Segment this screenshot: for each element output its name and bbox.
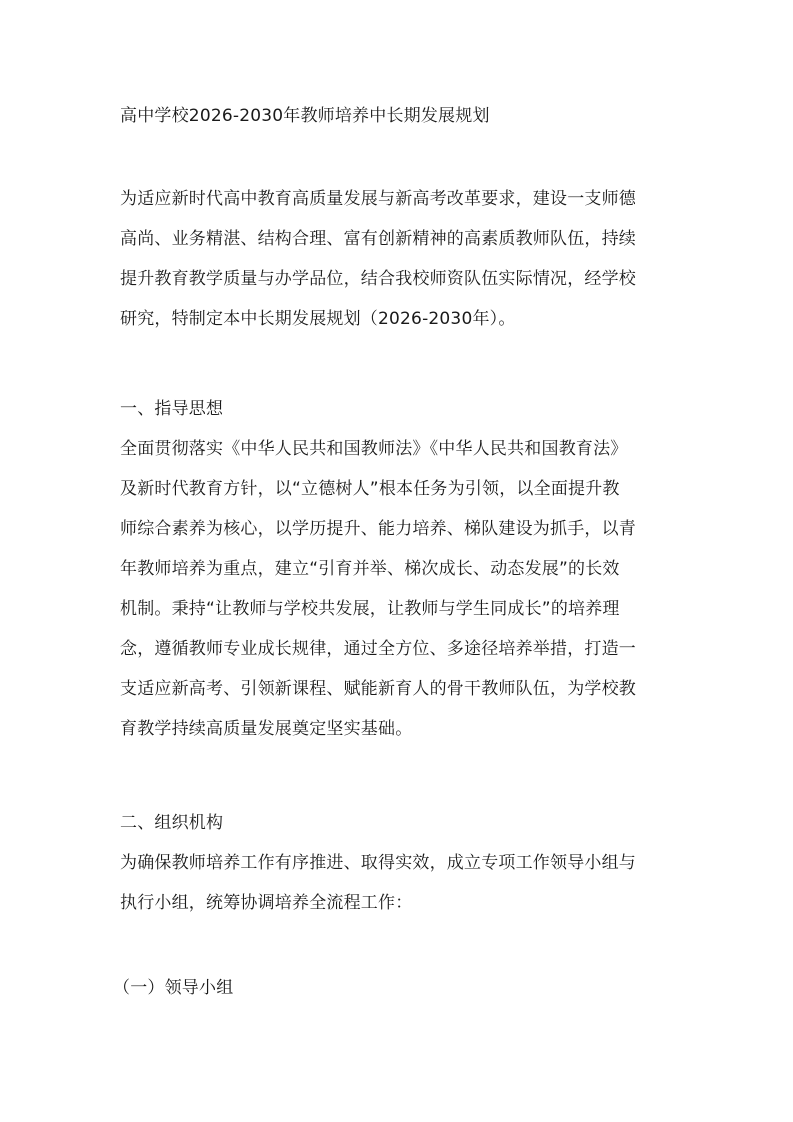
body-line: 及新时代教育方针，以“立德树人”根本任务为引领，以全面提升教	[120, 479, 620, 499]
body-line: 师综合素养为核心，以学历提升、能力培养、梯队建设为抓手，以青	[120, 519, 636, 539]
body-line: 年教师培养为重点，建立“引育并举、梯次成长、动态发展”的长效	[120, 559, 620, 579]
body-line: 全面贯彻落实《中华人民共和国教师法》《中华人民共和国教育法》	[120, 439, 628, 459]
body-line: 机制。秉持“让教师与学校共发展，让教师与学生同成长”的培养理	[120, 599, 620, 619]
section-heading: 一、指导思想	[120, 399, 224, 419]
subsection-heading: （一）领导小组	[113, 978, 234, 998]
intro-line: 研究，特制定本中长期发展规划（2026-2030年）。	[120, 309, 516, 329]
body-line: 为确保教师培养工作有序推进、取得实效，成立专项工作领导小组与	[120, 853, 636, 873]
intro-line: 高尚、业务精湛、结构合理、富有创新精神的高素质教师队伍，持续	[120, 229, 636, 249]
intro-line: 提升教育教学质量与办学品位，结合我校师资队伍实际情况，经学校	[120, 269, 636, 289]
body-line: 支适应新高考、引领新课程、赋能新育人的骨干教师队伍，为学校教	[120, 679, 636, 699]
body-line: 育教学持续高质量发展奠定坚实基础。	[120, 719, 413, 739]
body-line: 念，遵循教师专业成长规律，通过全方位、多途径培养举措，打造一	[120, 639, 636, 659]
document-title: 高中学校2026-2030年教师培养中长期发展规划	[120, 106, 490, 126]
intro-line: 为适应新时代高中教育高质量发展与新高考改革要求，建设一支师德	[120, 189, 636, 209]
body-line: 执行小组，统筹协调培养全流程工作：	[120, 893, 413, 913]
section-heading: 二、组织机构	[120, 813, 224, 833]
